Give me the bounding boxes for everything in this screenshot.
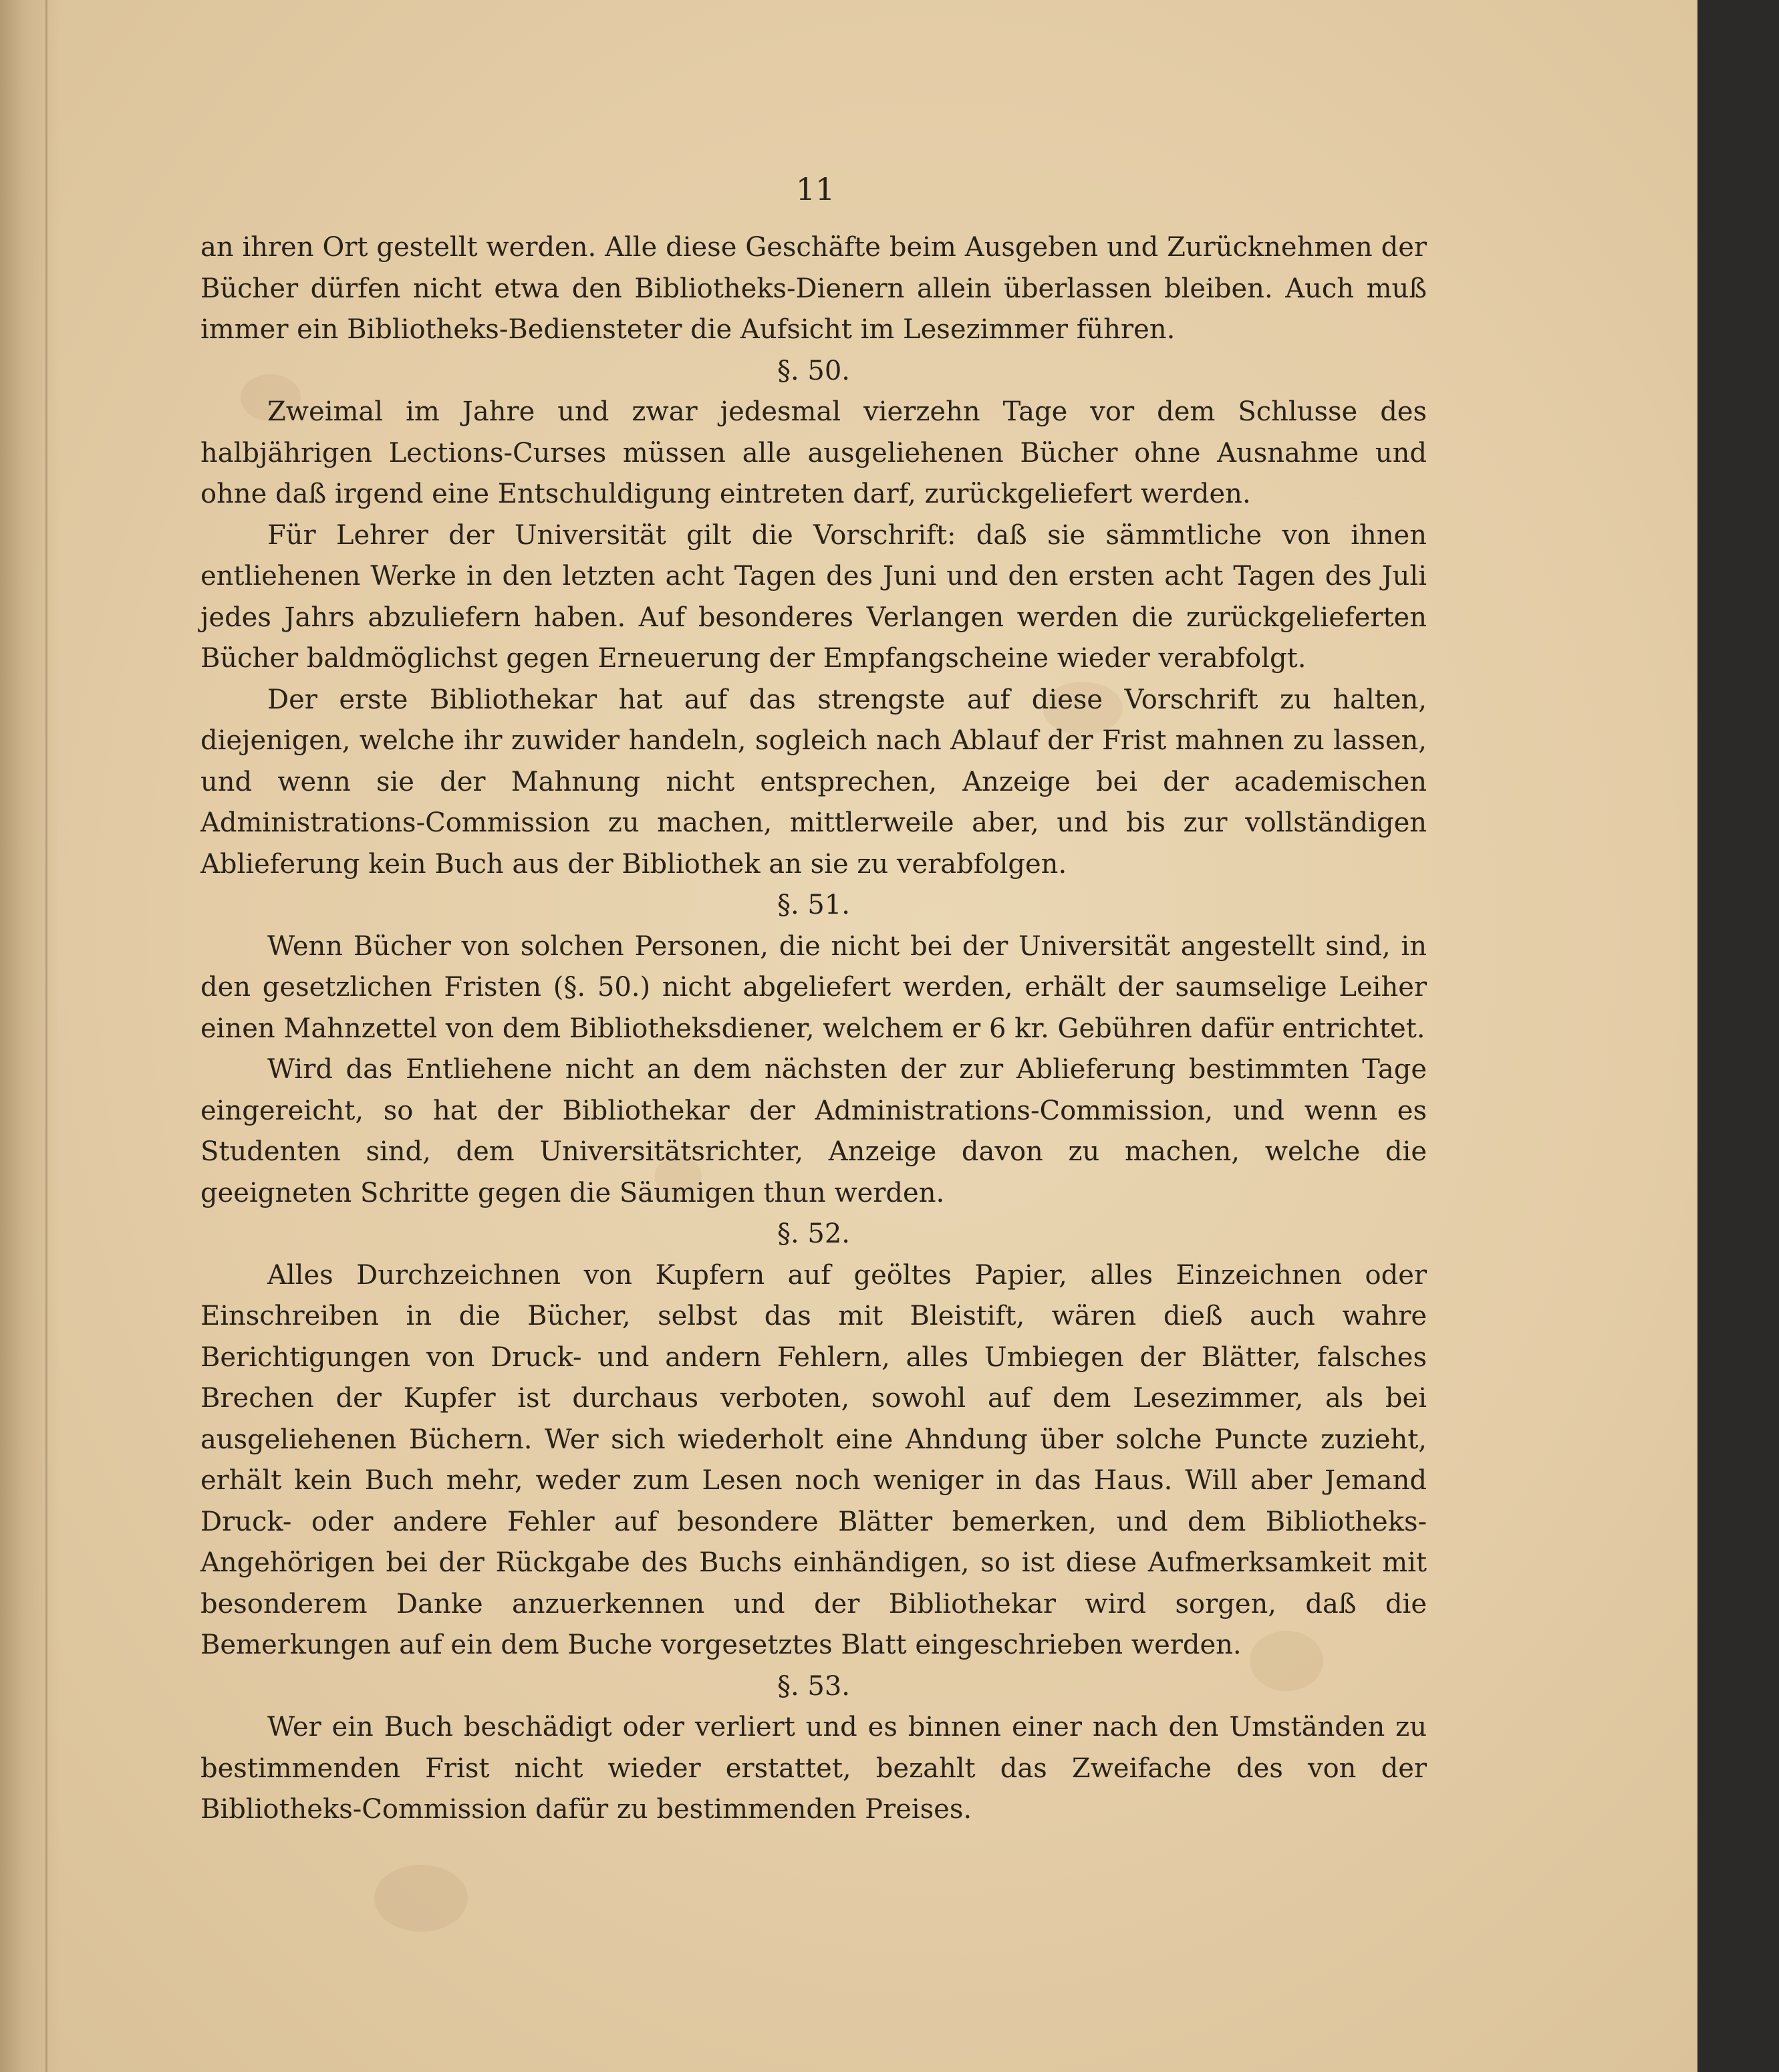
section-heading-51: §. 51. <box>777 890 851 920</box>
section-heading-53: §. 53. <box>777 1670 851 1702</box>
body-text <box>200 227 1427 1831</box>
page-fold <box>45 0 47 2072</box>
page-gutter <box>0 0 60 2072</box>
section-heading-50: §. 50. <box>777 355 851 386</box>
paragraph: Alles Durchzeichnen von Kupfern auf geöltes Papier, alles Einzeichnen oder Einschreiben in die Bücher, selbst das mit Bleistift, wären dieß auch wahre Berichtigungen von Druck- und andern Fehlern, alles Umbiegen der Blätter, falsches Brechen der Kupfer ist durchaus verboten, sowohl auf dem Lesezimmer, als bei ausgeliehenen Büchern. Wer sich wiederholt eine Ahndung über solche Puncte zuzieht, erhält kein Buch mehr, weder zum Lesen noch weniger in das Haus. Will aber Jemand Druck- oder andere Fehler auf besondere Blätter bemerken, und dem Bibliotheks-Angehörigen bei der Rückgabe des Buchs einhändigen, so ist diese Aufmerksamkeit mit besonderem Danke anzuerkennen und der Bibliothekar wird sorgen, daß die Bemerkungen auf ein dem Buche vorgesetztes Blatt eingeschrieben werden. <box>200 1259 1427 1660</box>
page-number: 11 <box>795 171 835 207</box>
section-heading-52: §. 52. <box>777 1218 851 1249</box>
paragraph: Wenn Bücher von solchen Personen, die nicht bei der Universität angestellt sind, in den gesetzlichen Fristen (§. 50.) nicht abgeliefert werden, erhält der saumselige Leiher einen Mahnzettel von dem Bibliotheksdiener, welchem er 6 kr. Gebühren dafür entrichtet. <box>200 930 1427 1044</box>
paragraph: Der erste Bibliothekar hat auf das strengste auf diese Vorschrift zu halten, diejenigen, welche ihr zuwider handeln, sogleich nach Ablauf der Frist mahnen zu lassen, und wenn sie der Mahnung nicht entsprechen, Anzeige bei der academischen Administrations-Commission zu machen, mittlerweile aber, und bis zur vollständigen Ablieferung kein Buch aus der Bibliothek an sie zu verabfolgen. <box>200 684 1427 880</box>
paragraph: Wer ein Buch beschädigt oder verliert und es binnen einer nach den Umständen zu bestimmenden Frist nicht wieder erstattet, bezahlt das Zweifache des von der Bibliotheks-Commission dafür zu bestimmenden Preises. <box>200 1712 1427 1825</box>
paragraph-continuation: an ihren Ort gestellt werden. Alle diese Geschäfte beim Ausgeben und Zurücknehmen der Bücher dürfen nicht etwa den Bibliotheks-Dienern allein überlassen bleiben. Auch muß immer ein Bibliotheks-Bediensteter die Aufsicht im Lesezimmer führen. <box>200 232 1427 345</box>
paragraph: Wird das Entliehene nicht an dem nächsten der zur Ablieferung bestimmten Tage eingereicht, so hat der Bibliothekar der Administrations-Commission, und wenn es Studenten sind, dem Universitätsrichter, Anzeige davon zu machen, welche die geeigneten Schritte gegen die Säumigen thun werden. <box>200 1054 1427 1208</box>
paragraph: Für Lehrer der Universität gilt die Vorschrift: daß sie sämmtliche von ihnen entliehenen Werke in den letzten acht Tagen des Juni und den ersten acht Tagen des Juli jedes Jahrs abzuliefern haben. Auf besonderes Verlangen werden die zurückgelieferten Bücher baldmöglichst gegen Erneuerung der Empfangscheine wieder verabfolgt. <box>200 519 1427 674</box>
paragraph: Zweimal im Jahre und zwar jedesmal vierzehn Tage vor dem Schlusse des halbjährigen Lections-Curses müssen alle ausgeliehenen Bücher ohne Ausnahme und ohne daß irgend eine Entschuldigung eintreten darf, zurückgeliefert werden. <box>200 396 1427 509</box>
foxing-stain <box>374 1865 468 1932</box>
